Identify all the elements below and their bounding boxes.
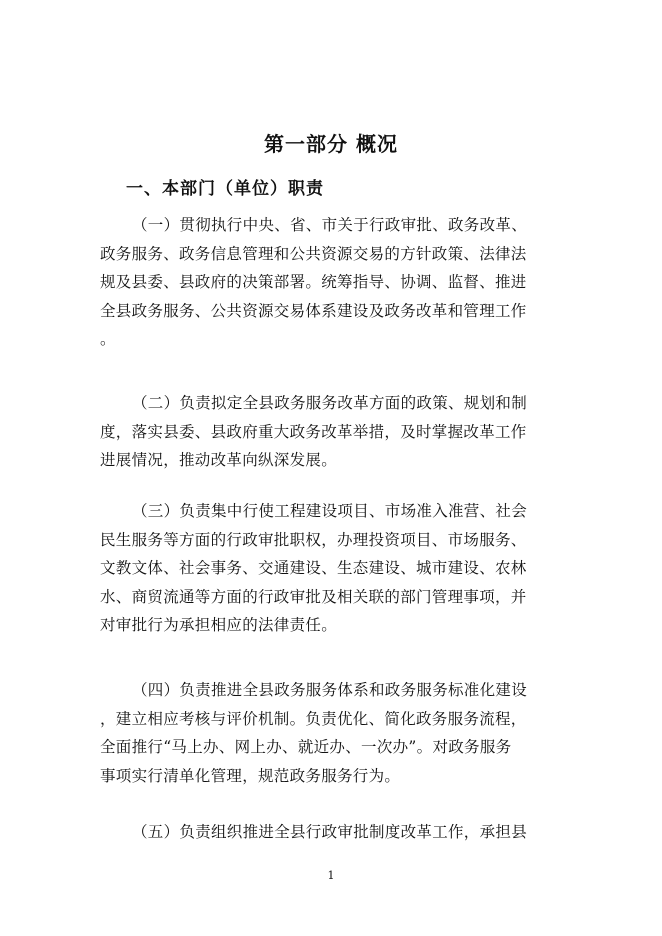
paragraph-line: 民生服务等方面的行政审批职权，办理投资项目、市场服务、 (100, 530, 527, 549)
paragraph-line: ，建立相应考核与评价机制。负责优化、简化政务服务流程， (100, 709, 527, 728)
paragraph-line: 文教文体、社会事务、交通建设、生态建设、城市建设、农林 (100, 559, 527, 577)
paragraph-line: 事项实行清单化管理，规范政务服务行为。 (100, 766, 401, 785)
page-number: 1 (327, 869, 335, 882)
paragraph-5 (100, 818, 562, 847)
paragraph-line: （五）负责组织推进全县行政审批制度改革工作，承担县 (132, 823, 528, 841)
paragraph-line: 对审批行为承担相应的法律责任。 (100, 616, 338, 634)
paragraph-line: 度，落实县委、县政府重大政务改革举措，及时掌握改革工作 (100, 422, 527, 441)
page-title: 第一部分 概况 (264, 132, 398, 156)
paragraph-line: 规及县委、县政府的决策部署。统筹指导、协调、监督、推进 (100, 273, 527, 291)
paragraph-1 (100, 211, 562, 354)
paragraph-line: 进展情况，推动改革向纵深发展。 (100, 451, 338, 469)
paragraph-line: 全面推行“马上办、网上办、就近办、一次办”。对政务服务 (100, 738, 512, 756)
paragraph-3 (100, 497, 562, 640)
paragraph-line: （三）负责集中行使工程建设项目、市场准入准营、社会 (132, 502, 528, 520)
paragraph-line: （四）负责推进全县政务服务体系和政务服务标准化建设 (132, 681, 528, 699)
paragraph-4 (100, 676, 562, 790)
paragraph-line: 水、商贸流通等方面的行政审批及相关联的部门管理事项，并 (100, 587, 527, 606)
paragraph-line: （二）负责拟定全县政务服务改革方面的政策、规划和制 (132, 394, 528, 412)
paragraph-line: 政务服务、政务信息管理和公共资源交易的方针政策、法律法 (100, 244, 527, 263)
paragraph-line: 全县政务服务、公共资源交易体系建设及政务改革和管理工作 (100, 301, 527, 320)
section-heading: 一、本部门（单位）职责 (126, 179, 324, 199)
paragraph-line: （一）贯彻执行中央、省、市关于行政审批、政务改革、 (132, 216, 528, 234)
paragraph-line: 。 (100, 330, 116, 348)
paragraph-2 (100, 389, 562, 475)
